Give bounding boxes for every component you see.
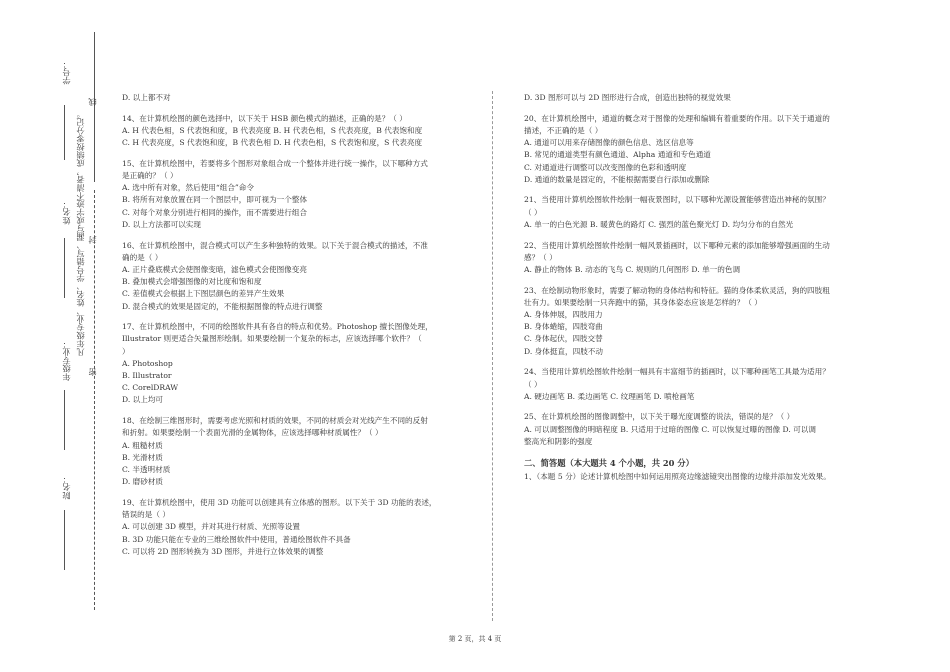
question-stem: （ ） (524, 379, 542, 389)
question-stem: 壮有力。如果要绘制一只奔跑中的猫，其身体姿态应该是怎样的？（ ） (524, 297, 762, 307)
question-19-tail (524, 92, 869, 104)
question-block-13-tail (122, 92, 467, 104)
student-id-field (64, 105, 65, 160)
right-column (524, 92, 869, 491)
binding-mark-xian: 线 (87, 98, 97, 107)
school-label: 院名： (61, 475, 71, 500)
question-20 (524, 113, 869, 186)
question-stem: 14、在计算机绘图的颜色选择中，以下关于 HSB 颜色模式的描述，正确的是？（ ） (122, 113, 407, 123)
question-14 (122, 113, 467, 150)
option-line: D. 身体挺直，四肢不动 (524, 346, 603, 356)
binding-mark-feng: 封 (87, 236, 97, 245)
question-stem: 19、在计算机绘图中，使用 3D 功能可以创建具有立体感的图形。以下关于 3D 功能的表述， (122, 497, 437, 507)
question-stem: 16、在计算机绘图中，混合模式可以产生多种独特的效果。以下关于混合模式的描述，不准 (122, 240, 428, 250)
option-line: B. 将所有对象放置在同一个图层中，即可视为一个整体 (122, 195, 308, 205)
question-15 (122, 158, 467, 231)
option-line: B. 叠加模式会增强图像的对比度和饱和度 (122, 277, 262, 287)
question-19 (122, 497, 467, 558)
question-stem: 20、在计算机绘图中，通道的概念对于图像的处理和编辑有着重要的作用。以下关于通道的 (524, 113, 830, 123)
binding-mark-mi: 密 (87, 368, 97, 377)
question-25 (524, 411, 869, 448)
question-stem: 描述，不正确的是（ ） (524, 125, 603, 135)
question-17 (122, 321, 467, 406)
question-stem: 25、在计算机绘图的图像调整中，以下关于曝光度调整的说法，错误的是？（ ） (524, 412, 795, 422)
option-line: A. 硬边画笔 B. 柔边画笔 C. 纹理画笔 D. 喷枪画笔 (524, 391, 695, 401)
option-line: A. 可以调整图像的明暗程度 B. 只适用于过暗的图像 C. 可以恢复过曝的图像 D. 可以调 (524, 424, 816, 434)
question-stem: 1、（本题 5 分）论述计算机绘图中如何运用照亮边缘滤镜突出图像的边缘并添加发光效果。 (524, 471, 831, 481)
question-stem: 错误的是（ ） (122, 510, 170, 520)
question-23 (524, 285, 869, 358)
question-stem: （ ） (524, 207, 542, 217)
question-stem: Illustrator 则更适合矢量图形绘制。如果要绘制一个复杂的标志，应该选择哪个软件？（ (122, 334, 422, 344)
column-divider (492, 91, 493, 621)
option-line: C. CorelDRAW (122, 383, 179, 393)
option-line: D. 通道的数量是固定的，不能根据需要自行添加或删除 (524, 174, 710, 184)
school-field (64, 510, 65, 570)
student-id-label: 学号： (61, 60, 71, 85)
question-stem: 22、当使用计算机绘图软件绘制一幅风景插画时，以下哪种元素的添加能够增强画面的生动 (524, 240, 830, 250)
question-stem: 23、在绘制动物形象时，需要了解动物的身体结构和特征。猫的身体柔软灵活，狗的四肢粗 (524, 285, 830, 295)
binding-line-top (94, 32, 95, 182)
option-line: D. 以上方法都可以实现 (122, 219, 201, 229)
option-line: B. 3D 功能只能在专业的三维绘图软件中使用，普通绘图软件不具备 (122, 534, 351, 544)
page-footer: 第 2 页，共 4 页 (448, 635, 502, 643)
option-line: A. 单一的白色光源 B. 暖黄色的路灯 C. 强烈的蓝色聚光灯 D. 均匀分布的自然光 (524, 219, 794, 229)
option-line: D. 混合模式的效果是固定的，不能根据图像的特点进行调整 (122, 301, 323, 311)
option-line: B. Illustrator (122, 371, 172, 381)
major-label: 年级专业： (61, 340, 71, 381)
option-line: 整高光和阴影的强度 (524, 436, 593, 446)
question-stem: 确的是（ ） (122, 252, 163, 262)
option-line: C. H 代表亮度，S 代表饱和度，B 代表色相 D. H 代表色相，S 代表饱和度，S 代表亮度 (122, 138, 423, 148)
option-line: D. 以上均可 (122, 395, 164, 405)
option-line: A. 静止的物体 B. 动态的飞鸟 C. 规则的几何图形 D. 单一的色调 (524, 264, 741, 274)
question-stem: 和折射。如果要绘制一个表面光滑的金属物体，应该选择哪种材质属性？（ ） (122, 428, 383, 438)
question-stem: 是正确的？（ ） (122, 171, 178, 181)
short-answer-1 (524, 471, 869, 483)
question-stem: 18、在绘制三维图形时，需要考虑光照和材质的效果，不同的材质会对光线产生不同的反射 (122, 416, 428, 426)
option-line: A. 身体伸展，四肢用力 (524, 310, 603, 320)
binding-cut-line (94, 190, 95, 610)
option-line: C. 半透明材质 (122, 464, 171, 474)
major-field (64, 390, 65, 450)
option-line: B. 光滑材质 (122, 452, 163, 462)
option-line: D. 以上都不对 (122, 93, 171, 102)
option-line: A. 可以创建 3D 模型，并对其进行材质、光照等设置 (122, 522, 300, 532)
question-22 (524, 240, 869, 277)
option-line: A. H 代表色相，S 代表饱和度，B 代表亮度 B. H 代表色相，S 代表亮度，B 代表饱和度 (122, 125, 423, 135)
binding-warning: 凡年级专业、姓名、学号错写、漏写或字迹不清者，成绩按零分记。 (75, 110, 85, 356)
option-line: D. 3D 图形可以与 2D 图形进行合成，创造出独特的视觉效果 (524, 93, 731, 102)
option-line: C. 可以将 2D 图形转换为 3D 图形，并进行立体效果的调整 (122, 546, 324, 556)
name-field (64, 238, 65, 298)
binding-margin (0, 0, 110, 672)
option-line: D. 磨砂材质 (122, 477, 164, 487)
option-line: A. 粗糙材质 (122, 440, 163, 450)
option-line: B. 身体蜷缩，四肢弯曲 (524, 322, 603, 332)
option-line: A. 通道可以用来存储图像的颜色信息、选区信息等 (524, 138, 694, 148)
question-24 (524, 366, 869, 403)
option-line: A. Photoshop (122, 358, 173, 368)
question-stem: 17、在计算机绘图中，不同的绘图软件具有各自的特点和优势。Photoshop 擅长图像处理， (122, 322, 433, 332)
question-stem: 感？（ ） (524, 252, 557, 262)
option-line: C. 对通道进行调整可以改变图像的色彩和透明度 (524, 162, 687, 172)
option-line: B. 常见的通道类型有颜色通道、Alpha 通道和专色通道 (524, 150, 711, 160)
question-18 (122, 415, 467, 488)
question-stem: ） (122, 346, 130, 356)
question-stem: 15、在计算机绘图中，若要将多个图形对象组合成一个整体并进行统一操作，以下哪种方式 (122, 158, 428, 168)
option-line: A. 选中所有对象，然后使用“组合”命令 (122, 183, 254, 193)
question-16 (122, 240, 467, 313)
option-line: C. 差值模式会根据上下图层颜色的差异产生效果 (122, 289, 285, 299)
name-label: 姓名： (61, 200, 71, 225)
option-line: C. 对每个对象分别进行相同的操作，而不需要进行组合 (122, 207, 308, 217)
question-21 (524, 194, 869, 231)
question-stem: 21、当使用计算机绘图软件绘制一幅夜景图时，以下哪种光源设置能够营造出神秘的氛围？ (524, 195, 830, 205)
question-stem: 24、当使用计算机绘图软件绘制一幅具有丰富细节的插画时，以下哪种画笔工具最为适用？ (524, 367, 830, 377)
option-line: C. 身体起伏，四肢交替 (524, 334, 603, 344)
section-title-short-answer: 二、简答题（本大题共 4 个小题，共 20 分） (524, 457, 694, 468)
option-line: A. 正片叠底模式会使图像变暗，滤色模式会使图像变亮 (122, 264, 307, 274)
left-column (122, 92, 467, 566)
